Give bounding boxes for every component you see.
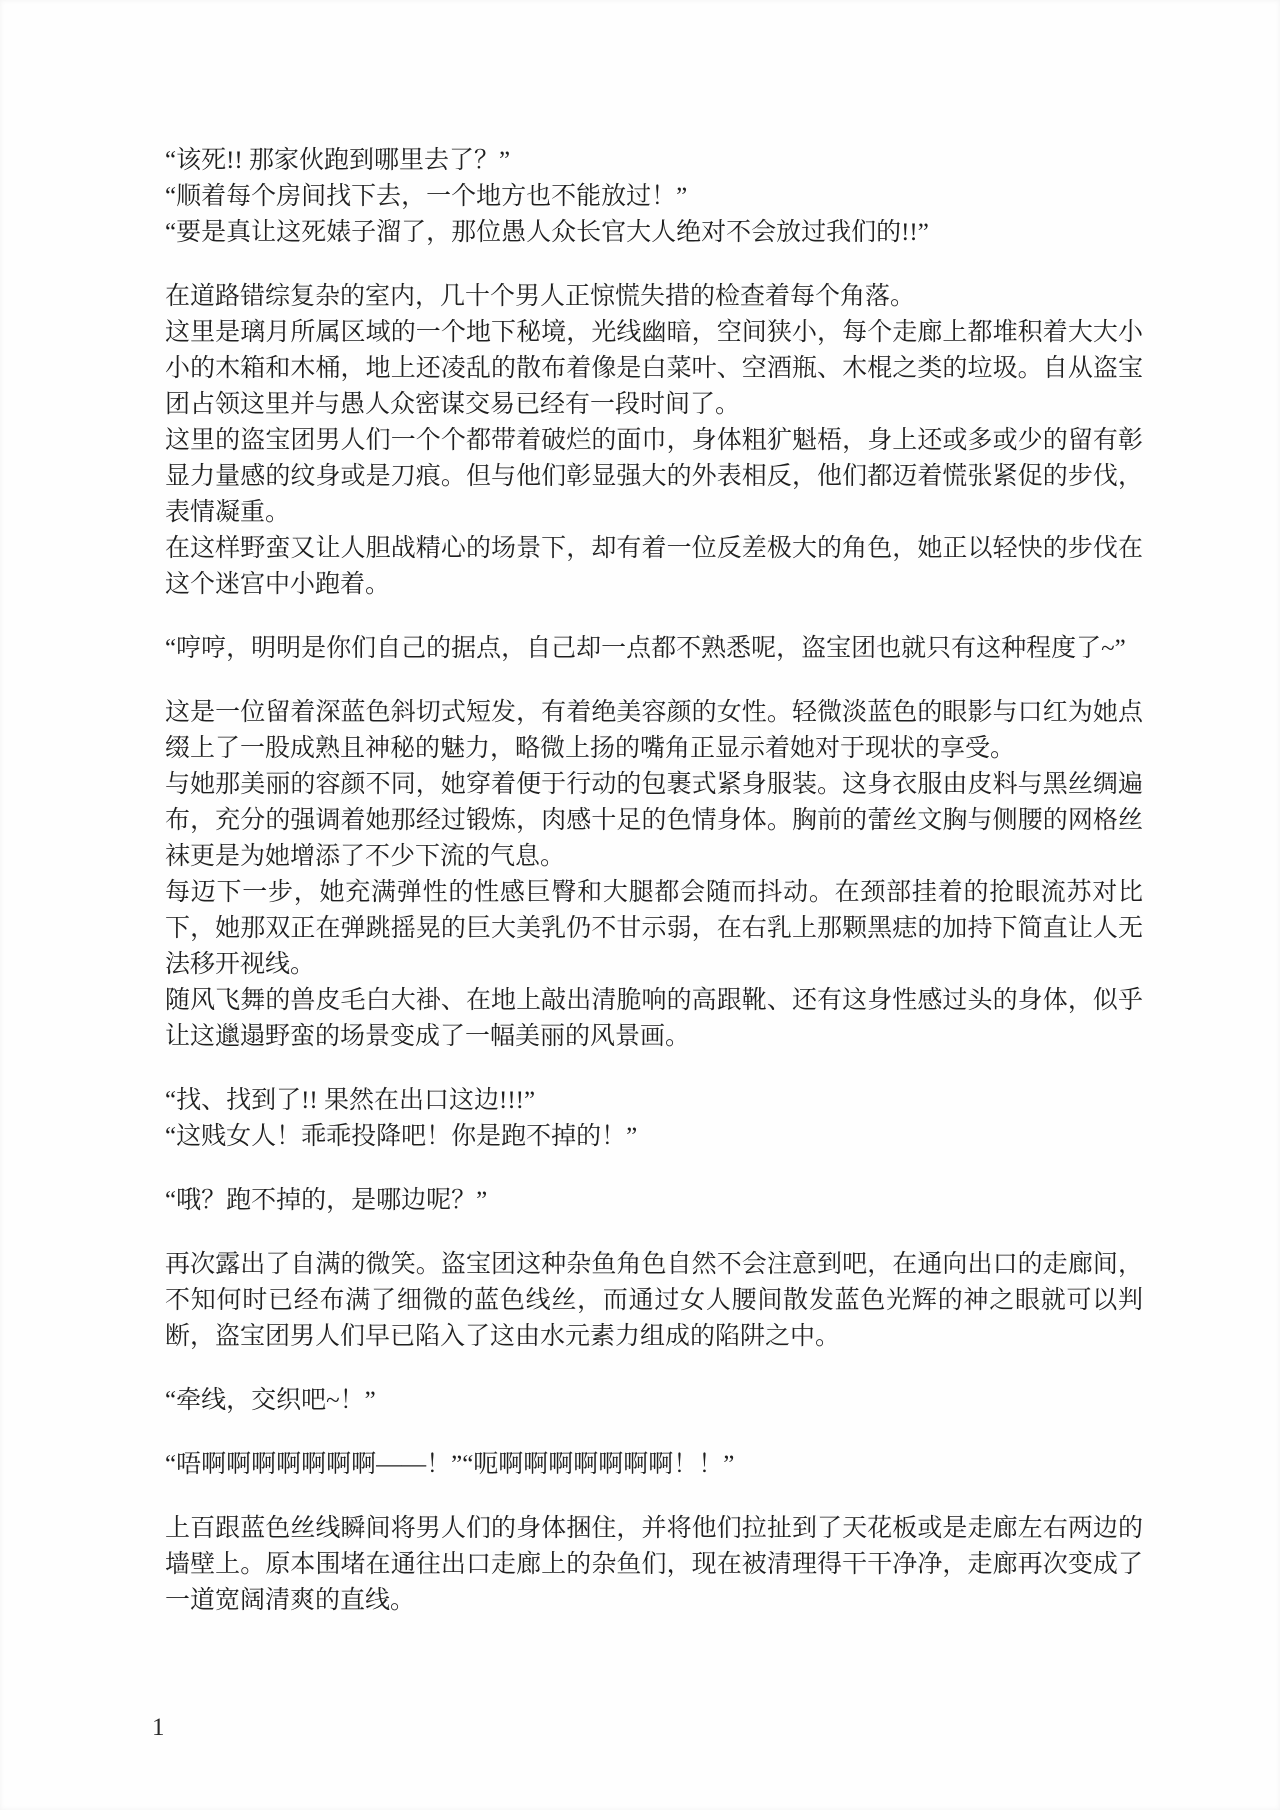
- dialogue-line: “这贱女人！乖乖投降吧！你是跑不掉的！”: [165, 1123, 638, 1150]
- narration-paragraph: 每迈下一步，她充满弹性的性感巨臀和大腿都会随而抖动。在颈部挂着的抢眼流苏对比下，她那双正在弹跳摇晃的巨大美乳仍不甘示弱，在右乳上那颗黑痣的加持下简直让人无法移开视线。: [165, 879, 1143, 978]
- narration-paragraph: 在道路错综复杂的室内，几十个男人正惊慌失措的检查着每个角落。: [165, 283, 916, 310]
- narration-paragraph: 随风飞舞的兽皮毛白大褂、在地上敲出清脆响的高跟靴、还有这身性感过头的身体，似乎让这邋遢野蛮的场景变成了一幅美丽的风景画。: [165, 987, 1143, 1050]
- narration-block: [165, 1247, 1143, 1355]
- narration-block: [165, 279, 1143, 603]
- narration-paragraph: 在这样野蛮又让人胆战精心的场景下，却有着一位反差极大的角色，她正以轻快的步伐在这个迷宫中小跑着。: [165, 535, 1143, 598]
- narration-block: [165, 695, 1143, 1055]
- narration-paragraph: 这里的盗宝团男人们一个个都带着破烂的面巾，身体粗犷魁梧，身上还或多或少的留有彰显力量感的纹身或是刀痕。但与他们彰显强大的外表相反，他们都迈着慌张紧促的步伐，表情凝重。: [165, 427, 1143, 526]
- dialogue-line: “哦？跑不掉的，是哪边呢？”: [165, 1187, 488, 1214]
- dialogue-block: [165, 143, 1143, 251]
- dialogue-line: “哼哼，明明是你们自己的据点，自己却一点都不熟悉呢，盗宝团也就只有这种程度了~”: [165, 635, 1126, 662]
- narration-block: [165, 1511, 1143, 1619]
- dialogue-block: [165, 1383, 1143, 1419]
- narration-paragraph: 上百跟蓝色丝线瞬间将男人们的身体捆住，并将他们拉扯到了天花板或是走廊左右两边的墙壁上。原本围堵在通往出口走廊上的杂鱼们，现在被清理得干干净净，走廊再次变成了一道宽阔清爽的直线。: [165, 1515, 1143, 1614]
- dialogue-line: “找、找到了!! 果然在出口这边!!!”: [165, 1087, 536, 1114]
- dialogue-block: [165, 1183, 1143, 1219]
- dialogue-block: [165, 1083, 1143, 1155]
- dialogue-block: [165, 631, 1143, 667]
- narration-paragraph: 再次露出了自满的微笑。盗宝团这种杂鱼角色自然不会注意到吧，在通向出口的走廊间，不知何时已经布满了细微的蓝色线丝，而通过女人腰间散发蓝色光辉的神之眼就可以判断，盗宝团男人们早已陷入了这由水元素力组成的陷阱之中。: [165, 1251, 1143, 1350]
- dialogue-line: “牵线，交织吧~！”: [165, 1387, 376, 1414]
- dialogue-block: [165, 1447, 1143, 1483]
- page-number: 1: [152, 1714, 165, 1741]
- story-text: [165, 143, 1143, 1619]
- narration-paragraph: 与她那美丽的容颜不同，她穿着便于行动的包裹式紧身服装。这身衣服由皮料与黑丝绸遍布，充分的强调着她那经过锻炼，肉感十足的色情身体。胸前的蕾丝文胸与侧腰的网格丝袜更是为她增添了不少下流的气息。: [165, 771, 1143, 870]
- dialogue-line: “唔啊啊啊啊啊啊啊——！”“呃啊啊啊啊啊啊啊！！”: [165, 1451, 735, 1478]
- narration-paragraph: 这里是璃月所属区域的一个地下秘境，光线幽暗，空间狭小，每个走廊上都堆积着大大小小的木箱和木桶，地上还凌乱的散布着像是白菜叶、空酒瓶、木棍之类的垃圾。自从盗宝团占领这里并与愚人众密谋交易已经有一段时间了。: [165, 319, 1143, 418]
- narration-paragraph: 这是一位留着深蓝色斜切式短发，有着绝美容颜的女性。轻微淡蓝色的眼影与口红为她点缀上了一股成熟且神秘的魅力，略微上扬的嘴角正显示着她对于现状的享受。: [165, 699, 1143, 762]
- dialogue-line: “要是真让这死婊子溜了，那位愚人众长官大人绝对不会放过我们的!!”: [165, 219, 929, 246]
- dialogue-line: “该死!! 那家伙跑到哪里去了？”: [165, 147, 511, 174]
- dialogue-line: “顺着每个房间找下去，一个地方也不能放过！”: [165, 183, 688, 210]
